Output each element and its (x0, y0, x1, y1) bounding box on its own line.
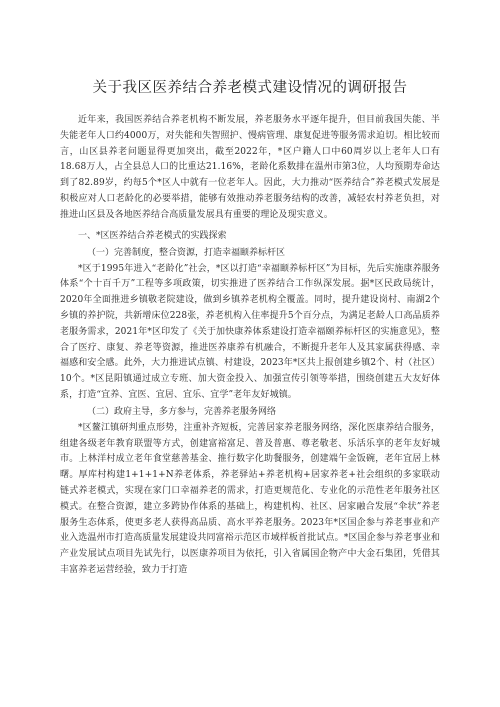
subsection-paragraph: *区于1995年进入“老龄化”社会，*区以打造“幸福颐养标杆区”为目标，先后实施康养服务体系“个十百千万”工程等多项政策，切实推进了医养结合工作纵深发展。据*区民政局统计，2020年全面推进乡镇敬老院建设，做到乡镇养老机构全覆盖。同时，提升建设岗村、南湖2个乡镇的养护院，共新增床位228张，养老机构入住率提升5个百分点，为满足老龄人口高品质养老服务需求，2021年*区印发了《关于加快康养体系建设打造幸福颐养标杆区的实施意见》，整合了医疗、康复、养老等资源，推进医养康养有机融合，不断提升老年人及其家属获得感、幸福感和安全感。此外，大力推进试点镇、村建设，2023年*区共上报创建乡镇2个、村（社区）10个。*区昆阳镇通过成立专班、加大资金投入、加强宣传引领等举措，围绕创建五大友好体系，打造“宜养、宜医、宜居、宜乐、宜学”老年友好城镇。 (60, 263, 440, 400)
subsection-heading: （二）政府主导，多方参与，完善养老服务网络 (87, 406, 277, 417)
section-heading: 一、*区医养结合养老模式的实践探索 (78, 230, 227, 241)
subsection-heading: （一）完善制度，整合资源，打造幸福颐养标杆区 (87, 247, 286, 258)
intro-paragraph: 近年来，我国医养结合养老机构不断发展，养老服务水平逐年提升，但目前我国失能、半失能老年人口约4000万，对失能和失智照护、慢病管理、康复促进等服务需求迫切。相比较而言，山区县养老问题显得更加突出，截至2022年，*区户籍人口中60周岁以上老年人口有18.68万人，占全县总人口的比重达21.16%，老龄化系数排在温州市第3位，人均预期寿命达到了82.89岁，约每5个*区人中就有一位老年人。因此，大力推动“医养结合”养老模式发展是积极应对人口老龄化的必要举措，能够有效推动养老服务结构的改善，减轻农村养老负担，对推进山区县及各地医养结合高质量发展具有重要的理论及现实意义。 (60, 115, 440, 220)
document-title: 关于我区医养结合养老模式建设情况的调研报告 (92, 80, 408, 96)
subsection-paragraph: *区鳌江镇研判重点形势，注重补齐短板，完善居家养老服务网络，深化医康养结合服务，组建各级老年教育联盟等方式，创建富裕富足、普及普惠、尊老敬老、乐活乐享的老年友好城市。上林洋村成立老年食堂慈善基金、推行数字化助餐服务，创建端午金饭碗，老年宜居上林曙。厚库村构建1+1+1+N养老体系，养老驿站+养老机构+居家养老+社会组织的多家联动链式养老模式，实现在家门口幸福养老的需求，打造更规范化、专业化的示范性老年服务社区模式。在整合资源，建立多跨协作体系的基础上，构建机构、社区、居家融合发展“伞状”养老服务生态体系，使更多老人获得高品质、高水平养老服务。2023年*区国企参与养老事业和产业入选温州市打造高质量发展建设共同富裕示范区市域样板首批试点。*区国企参与养老事业和产业发展试点项目先试先行，以医康养项目为依托，引入省属国企物产中大金石集团，凭借其丰富养老运营经验，致力于打造 (60, 422, 440, 575)
